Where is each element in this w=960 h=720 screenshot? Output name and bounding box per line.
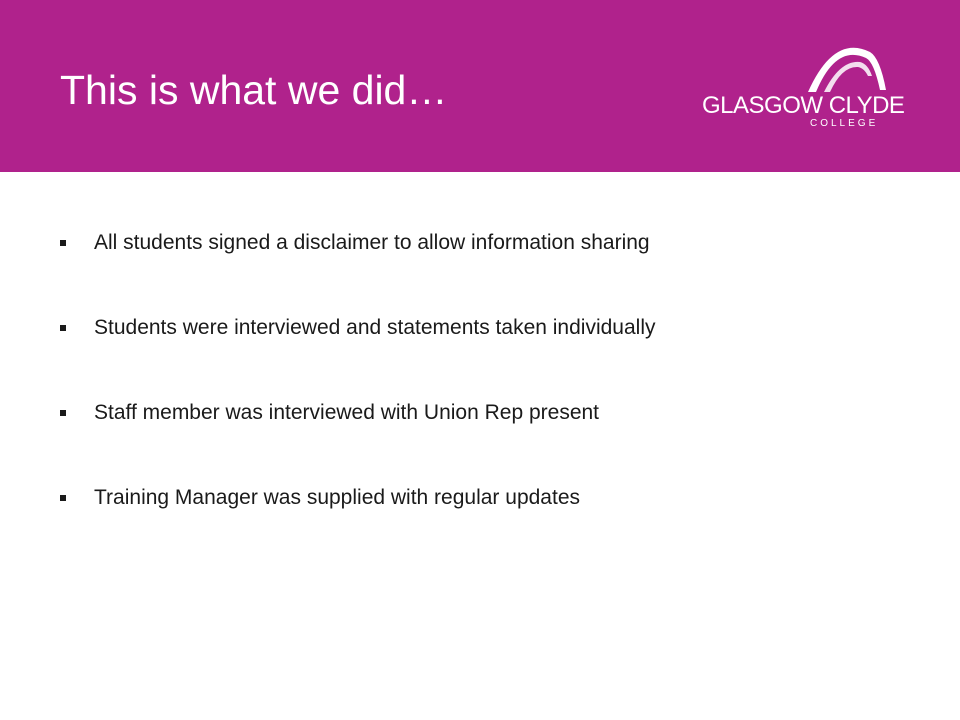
bullet-text: Students were interviewed and statements taken individually — [94, 316, 656, 339]
square-bullet-icon — [60, 410, 66, 416]
logo-subtitle: COLLEGE — [810, 118, 879, 129]
college-logo — [700, 36, 905, 136]
arch-icon — [700, 36, 900, 96]
logo-name: GLASGOW CLYDE — [702, 92, 905, 119]
square-bullet-icon — [60, 240, 66, 246]
bullet-text: All students signed a disclaimer to allow information sharing — [94, 231, 650, 254]
header-banner — [0, 0, 960, 172]
square-bullet-icon — [60, 325, 66, 331]
bullet-text: Staff member was interviewed with Union Rep present — [94, 401, 600, 424]
slide-title: This is what we did… — [60, 67, 448, 113]
square-bullet-icon — [60, 495, 66, 501]
bullet-text: Training Manager was supplied with regular updates — [94, 486, 580, 509]
